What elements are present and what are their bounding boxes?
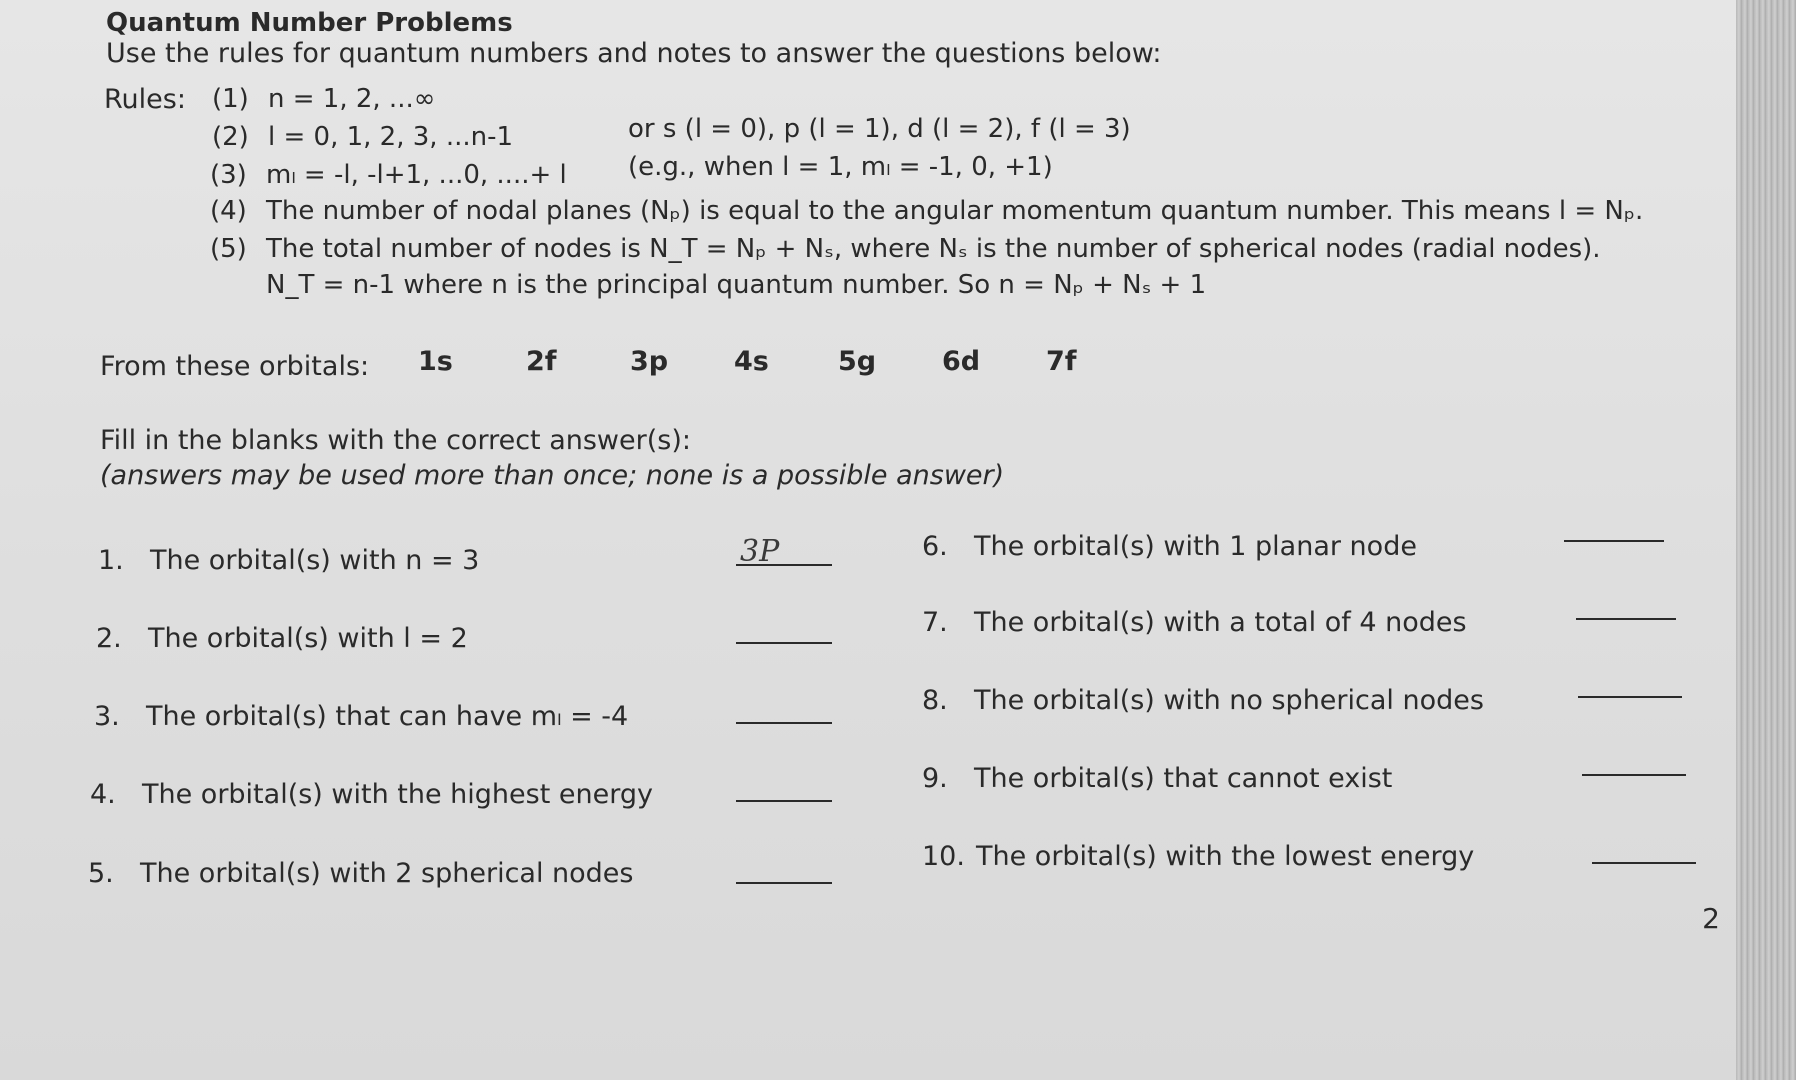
question-text: The orbital(s) with no spherical nodes	[974, 685, 1484, 716]
rule-number: (4)	[210, 196, 247, 226]
question-text: The orbital(s) with n = 3	[150, 545, 480, 576]
orbital-7f: 7f	[1046, 346, 1077, 377]
answer-blank-9[interactable]	[1582, 744, 1686, 776]
question-number: 4.	[90, 779, 116, 810]
question-number: 3.	[94, 701, 120, 732]
rule-text: l = 0, 1, 2, 3, ...n-1	[268, 122, 514, 152]
answer-blank-4[interactable]	[736, 770, 832, 802]
answer-blank-5[interactable]	[736, 852, 832, 884]
question-number: 2.	[96, 623, 122, 654]
answer-blank-1[interactable]: 3P	[736, 534, 832, 566]
orbital-4s: 4s	[734, 346, 769, 377]
instructions: Use the rules for quantum numbers and notes to answer the questions below:	[106, 38, 1162, 69]
question-1	[98, 545, 479, 576]
question-number: 10.	[922, 841, 965, 872]
question-9	[922, 763, 1392, 794]
question-5	[88, 858, 634, 889]
question-7	[922, 607, 1467, 638]
question-text: The orbital(s) with the highest energy	[142, 779, 653, 810]
rule-text: The number of nodal planes (Nₚ) is equal to the angular momentum quantum number. This means l = Nₚ.	[266, 196, 1644, 226]
question-text: The orbital(s) with 2 spherical nodes	[140, 858, 634, 889]
question-text: The orbital(s) with a total of 4 nodes	[974, 607, 1467, 638]
rule-text: The total number of nodes is N_T = Nₚ + Nₛ, where Nₛ is the number of spherical nodes (radial nodes).	[266, 234, 1601, 264]
question-4	[90, 779, 653, 810]
answer-blank-6[interactable]	[1564, 510, 1664, 542]
question-text: The orbital(s) with the lowest energy	[976, 841, 1475, 872]
orbital-1s: 1s	[418, 346, 453, 377]
rule-number: (2)	[212, 122, 249, 152]
rule-2-note: or s (l = 0), p (l = 1), d (l = 2), f (l = 3)	[628, 114, 1131, 144]
fill-in-note: (answers may be used more than once; none is a possible answer)	[100, 460, 1005, 491]
rule-5-continued: N_T = n-1 where n is the principal quantum number. So n = Nₚ + Nₛ + 1	[266, 270, 1207, 300]
question-8	[922, 685, 1484, 716]
rule-number: (3)	[210, 160, 247, 190]
rule-number: (5)	[210, 234, 247, 264]
question-number: 1.	[98, 545, 124, 576]
orbitals-label: From these orbitals:	[100, 351, 370, 382]
orbital-5g: 5g	[838, 346, 877, 377]
question-number: 5.	[88, 858, 114, 889]
question-text: The orbital(s) that cannot exist	[974, 763, 1393, 794]
paper-stack-edge	[1736, 0, 1796, 1080]
question-number: 6.	[922, 531, 948, 562]
question-10	[922, 841, 1474, 872]
question-6	[922, 531, 1417, 562]
orbital-2f: 2f	[526, 346, 557, 377]
rule-number: (1)	[212, 84, 249, 114]
answer-blank-10[interactable]	[1592, 832, 1696, 864]
rules-label: Rules:	[104, 84, 186, 115]
question-2	[96, 623, 468, 654]
question-3	[94, 701, 628, 732]
page-number: 2	[1702, 902, 1720, 935]
orbital-3p: 3p	[630, 346, 669, 377]
question-text: The orbital(s) with l = 2	[148, 623, 468, 654]
page-title: Quantum Number Problems	[106, 8, 513, 38]
rule-2	[212, 122, 513, 152]
rule-text: mₗ = -l, -l+1, ...0, ....+ l	[266, 160, 567, 190]
rule-5	[210, 234, 1601, 264]
answer-blank-2[interactable]	[736, 612, 832, 644]
question-number: 9.	[922, 763, 948, 794]
question-text: The orbital(s) that can have mₗ = -4	[146, 701, 629, 732]
fill-in-label: Fill in the blanks with the correct answer(s):	[100, 425, 691, 456]
question-text: The orbital(s) with 1 planar node	[974, 531, 1417, 562]
answer-blank-3[interactable]	[736, 692, 832, 724]
rule-3-note: (e.g., when l = 1, mₗ = -1, 0, +1)	[628, 152, 1053, 182]
rule-text: n = 1, 2, ...∞	[268, 84, 436, 114]
question-number: 8.	[922, 685, 948, 716]
question-number: 7.	[922, 607, 948, 638]
answer-blank-7[interactable]	[1576, 588, 1676, 620]
rule-3	[210, 160, 567, 190]
rule-1	[212, 84, 435, 114]
answer-blank-8[interactable]	[1578, 666, 1682, 698]
rule-4	[210, 196, 1643, 226]
orbital-6d: 6d	[942, 346, 981, 377]
